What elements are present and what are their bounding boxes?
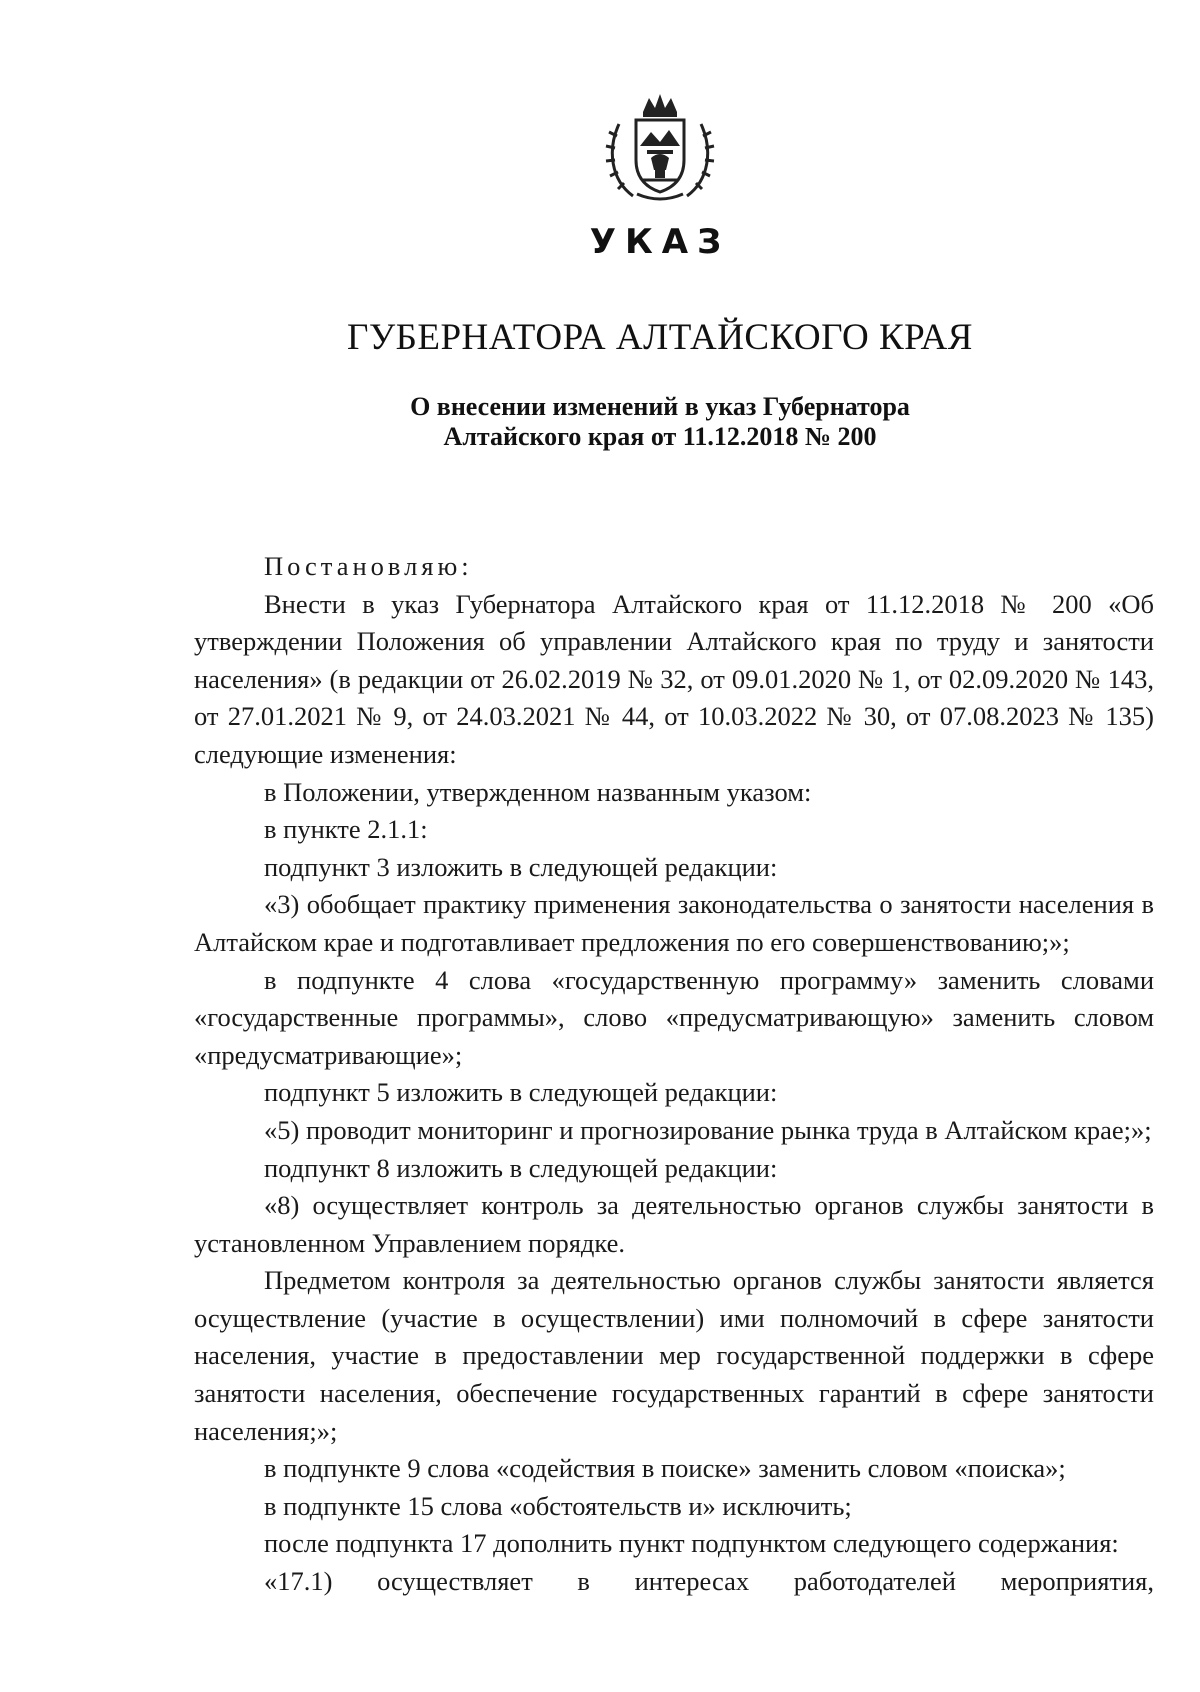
paragraph: в подпункте 9 слова «содействия в поиске» заменить словом «поиска»; [264, 1453, 1066, 1484]
paragraph: подпункт 3 изложить в следующей редакции: [264, 851, 778, 882]
paragraph: Предметом контроля за деятельностью органов службы занятости является осуществление (участие в осуществлении) ими полномочий в сфере занятости населения, участие в предоставлении мер государственной поддержки в сфере занятости населения, обеспечение государственных гарантий в сфере занятости населения;»; [194, 1265, 1154, 1446]
paragraph: подпункт 8 изложить в следующей редакции: [264, 1152, 778, 1183]
paragraph: «8) осуществляет контроль за деятельностью органов службы занятости в установленном Управлением порядке. [194, 1190, 1154, 1258]
paragraph: в подпункте 15 слова «обстоятельств и» исключить; [264, 1490, 852, 1521]
paragraph: подпункт 5 изложить в следующей редакции: [264, 1077, 778, 1108]
subject-line-1: О внесении изменений в указ Губернатора [410, 392, 910, 421]
paragraph: в Положении, утвержденном названным указом: [264, 776, 812, 807]
coat-of-arms-emblem [603, 88, 717, 204]
subject-line-2: Алтайского края от 11.12.2018 № 200 [443, 422, 877, 451]
document-subject [0, 392, 1200, 452]
issuing-authority: ГУБЕРНАТОРА АЛТАЙСКОГО КРАЯ [347, 317, 973, 358]
paragraph: «3) обобщает практику применения законодательства о занятости населения в Алтайском крае и подготавливает предложения по его совершенствованию;»; [194, 889, 1154, 957]
paragraph: Постановляю: [264, 551, 473, 581]
document-body [194, 548, 1154, 1601]
paragraph: «5) проводит мониторинг и прогнозирование рынка труда в Алтайском крае;»; [264, 1114, 1152, 1145]
paragraph: Внести в указ Губернатора Алтайского края от 11.12.2018 № 200 «Об утверждении Положения об управлении Алтайского края по труду и занятости населения» (в редакции от 26.02.2019 № 32, от 09.01.2020 № 1, от 02.09.2020 № 143, от 27.01.2021 № 9, от 24.03.2021 № 44, от 10.03.2022 № 30, от 07.08.2023 № 135) следующие изменения: [194, 588, 1154, 769]
document-type-heading: УКАЗ [589, 222, 731, 262]
paragraph: в подпункте 4 слова «государственную программу» заменить словами «государственные программы», слово «предусматривающую» заменить словом «предусматривающие»; [194, 964, 1154, 1070]
paragraph: в пункте 2.1.1: [264, 814, 428, 845]
paragraph: после подпункта 17 дополнить пункт подпунктом следующего содержания: [264, 1528, 1119, 1559]
paragraph: «17.1) осуществляет в интересах работодателей мероприятия, [264, 1566, 1154, 1597]
